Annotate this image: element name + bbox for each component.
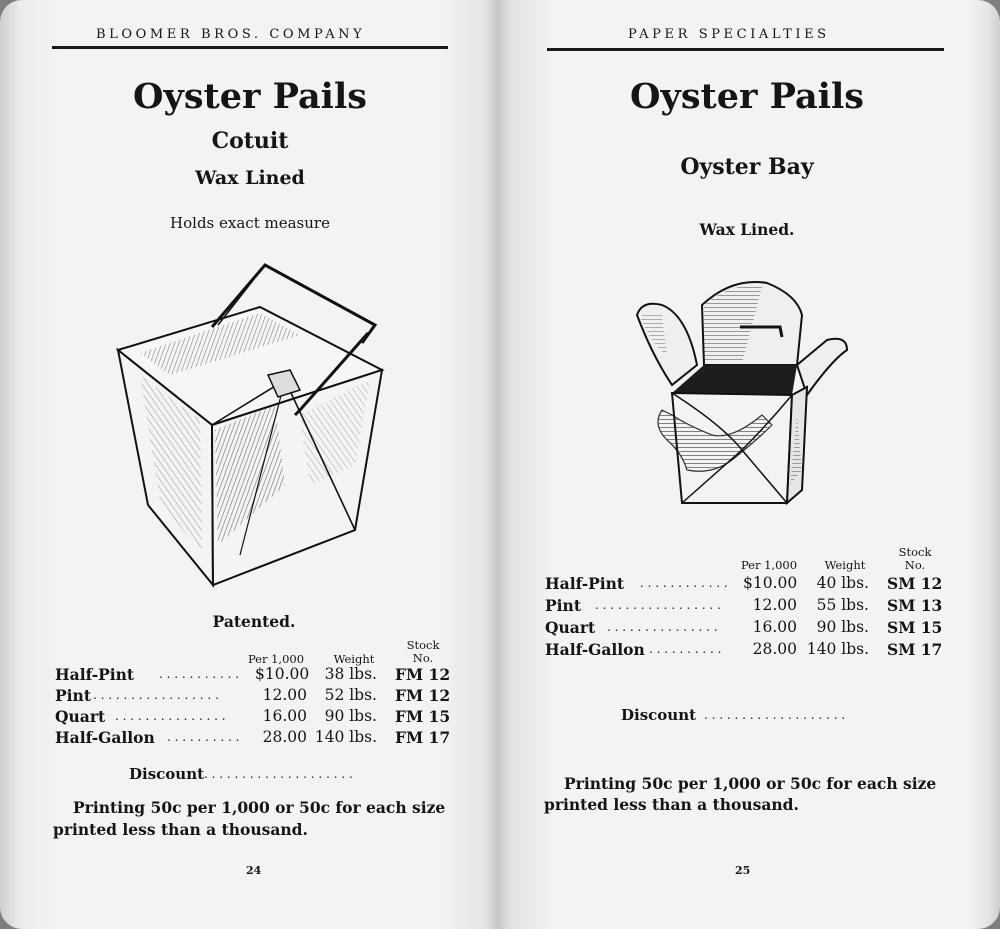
row-leader: . . . . . . . . . . . . . . . . . xyxy=(595,598,721,612)
measure-note: Holds exact measure xyxy=(170,214,330,232)
row-stock: SM 13 xyxy=(887,596,943,615)
price-row xyxy=(55,707,455,727)
discount-label: Discount xyxy=(129,765,205,783)
patent-label: Patented. xyxy=(212,612,296,631)
row-weight: 140 lbs. xyxy=(806,640,869,658)
right-page xyxy=(497,0,1000,929)
row-weight: 55 lbs. xyxy=(816,596,869,614)
row-leader: . . . . . . . . . . . . xyxy=(640,576,728,590)
row-weight: 90 lbs. xyxy=(324,707,377,725)
row-size: Pint xyxy=(55,686,91,705)
printing-note-line2: printed less than a thousand. xyxy=(53,820,308,839)
row-price: 16.00 xyxy=(752,618,797,636)
price-row xyxy=(55,728,455,748)
header-weight: Weight xyxy=(333,652,375,666)
row-price: 28.00 xyxy=(262,728,307,746)
row-size: Half-Gallon xyxy=(55,728,155,747)
row-stock: SM 15 xyxy=(887,618,943,637)
row-size: Half-Pint xyxy=(545,574,625,593)
row-stock: FM 12 xyxy=(395,665,451,684)
row-price: 12.00 xyxy=(262,686,307,704)
running-head: BLOOMER BROS. COMPANY xyxy=(96,27,366,42)
header-price: Per 1,000 xyxy=(740,558,798,572)
page-title: Oyster Pails xyxy=(630,76,864,117)
row-size: Quart xyxy=(545,618,596,637)
running-head: PAPER SPECIALTIES xyxy=(628,27,830,42)
row-leader: . . . . . . . . . . . . . . . . . xyxy=(93,688,219,702)
row-price: 12.00 xyxy=(752,596,797,614)
row-stock: FM 15 xyxy=(395,707,451,726)
header-rule xyxy=(52,46,448,49)
cotuit-pail-illustration xyxy=(100,255,400,595)
header-stock-2: No. xyxy=(904,558,926,572)
product-subtitle: Cotuit xyxy=(211,128,289,154)
price-row xyxy=(55,686,455,706)
price-row xyxy=(55,665,455,685)
row-stock: FM 12 xyxy=(395,686,451,705)
page-number: 25 xyxy=(735,864,751,877)
row-leader: . . . . . . . . . . . xyxy=(159,667,240,681)
row-price: $10.00 xyxy=(743,574,798,592)
row-leader: . . . . . . . . . . . . . . . xyxy=(607,620,718,634)
row-size: Pint xyxy=(545,596,581,615)
row-weight: 38 lbs. xyxy=(324,665,377,683)
printing-note-line2: printed less than a thousand. xyxy=(544,795,799,814)
header-rule xyxy=(547,48,944,51)
row-size: Quart xyxy=(55,707,106,726)
header-stock-1: Stock xyxy=(898,545,932,559)
lining-label: Wax Lined xyxy=(195,167,305,189)
printing-note-line1: Printing 50c per 1,000 or 50c for each size xyxy=(564,774,937,793)
row-weight: 40 lbs. xyxy=(816,574,869,592)
row-price: 28.00 xyxy=(752,640,797,658)
lining-label: Wax Lined. xyxy=(699,220,795,239)
header-weight: Weight xyxy=(824,558,866,572)
row-stock: SM 17 xyxy=(887,640,943,659)
row-weight: 140 lbs. xyxy=(314,728,377,746)
row-price: 16.00 xyxy=(262,707,307,725)
price-row xyxy=(545,640,945,660)
page-number: 24 xyxy=(246,864,262,877)
row-stock: SM 12 xyxy=(887,574,943,593)
row-weight: 52 lbs. xyxy=(324,686,377,704)
discount-leader: . . . . . . . . . . . . . . . . . . . xyxy=(704,708,846,722)
price-row xyxy=(545,618,945,638)
header-stock-2: No. xyxy=(412,651,434,665)
row-leader: . . . . . . . . . . xyxy=(167,730,240,744)
left-page xyxy=(0,0,497,929)
oyster-bay-pail-illustration xyxy=(632,275,862,515)
row-size: Half-Gallon xyxy=(545,640,645,659)
row-stock: FM 17 xyxy=(395,728,451,747)
row-leader: . . . . . . . . . . . . . . . xyxy=(115,709,226,723)
printing-note-line1: Printing 50c per 1,000 or 50c for each size xyxy=(73,798,446,817)
product-subtitle: Oyster Bay xyxy=(680,154,814,180)
header-price: Per 1,000 xyxy=(247,652,305,666)
header-stock-1: Stock xyxy=(406,638,440,652)
discount-leader: . . . . . . . . . . . . . . . . . . . . xyxy=(204,767,353,781)
price-row xyxy=(545,596,945,616)
row-leader: . . . . . . . . . . xyxy=(649,642,722,656)
row-price: $10.00 xyxy=(255,665,310,683)
price-row xyxy=(545,574,945,594)
discount-label: Discount xyxy=(621,706,697,724)
row-size: Half-Pint xyxy=(55,665,135,684)
row-weight: 90 lbs. xyxy=(816,618,869,636)
page-title: Oyster Pails xyxy=(133,76,367,117)
